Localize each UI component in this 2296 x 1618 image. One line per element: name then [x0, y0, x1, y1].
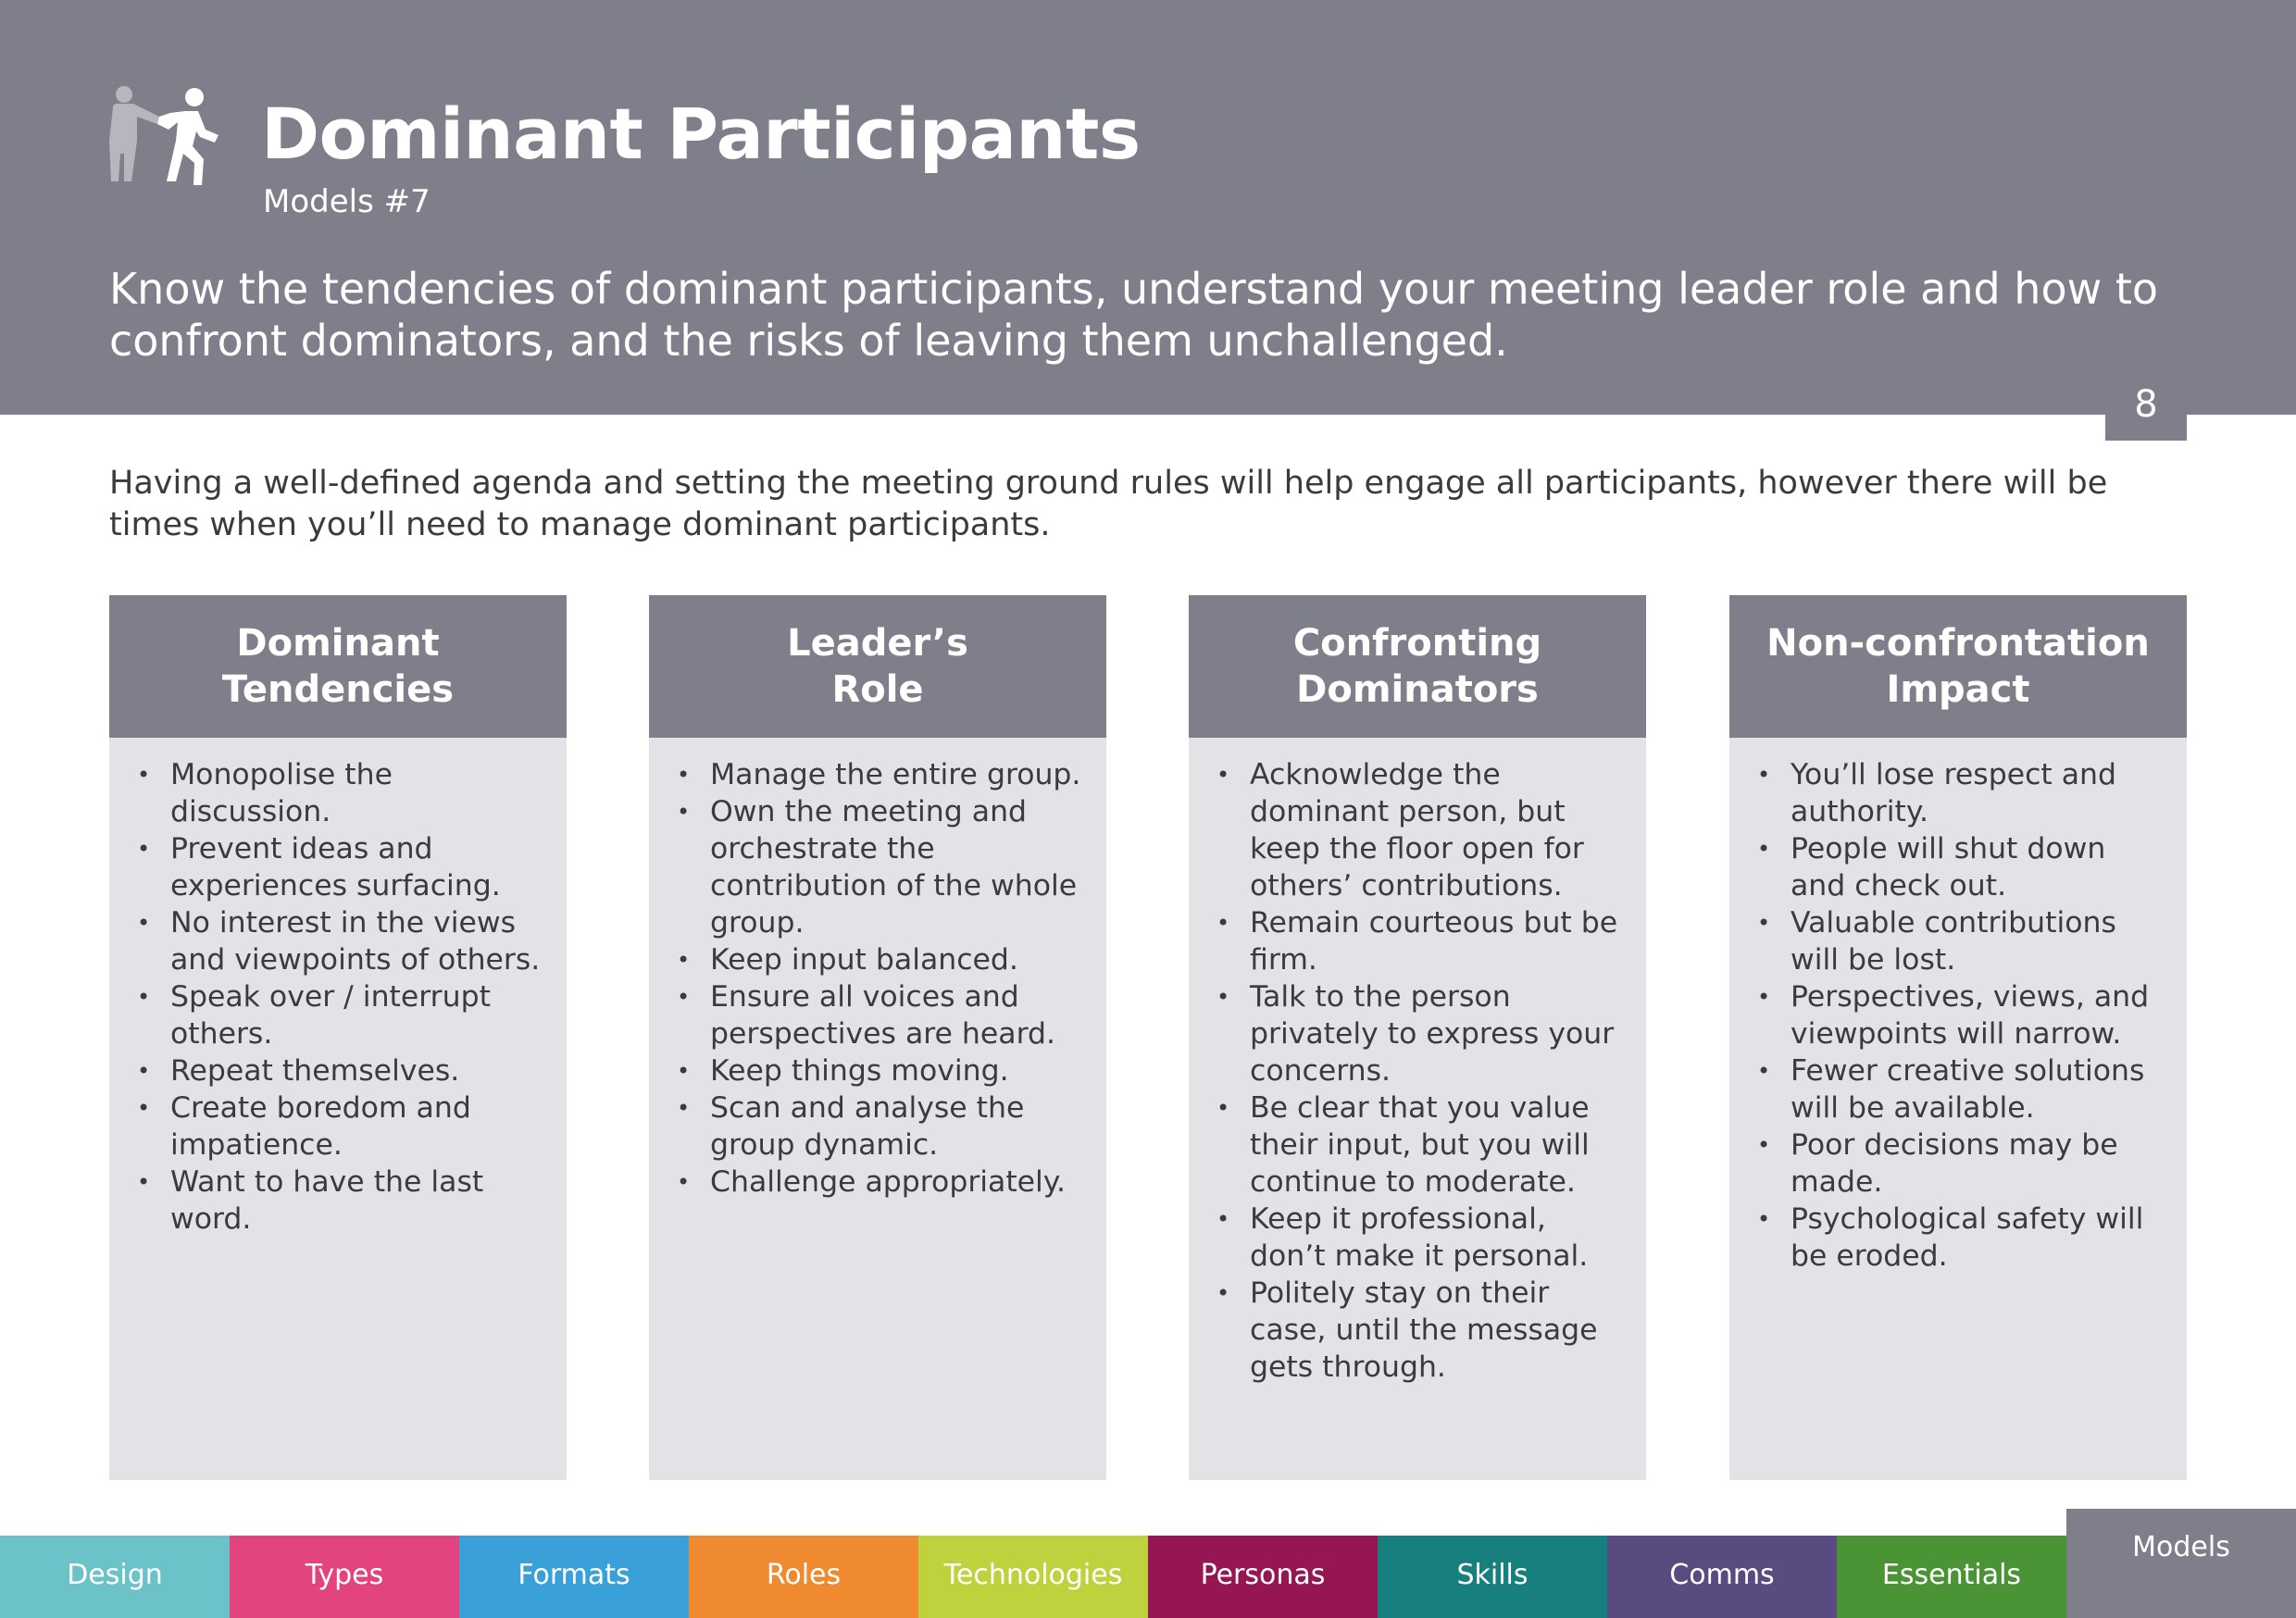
- bullet-item: • Perspectives, views, and viewpoints will narrow.: [1791, 978, 2165, 1052]
- dragging-person-icon: [106, 85, 226, 187]
- bullet-item: • Keep input balanced.: [710, 941, 1084, 978]
- column-confronting-dominators: [1189, 595, 1646, 1480]
- nav-tab-models-active[interactable]: Models: [2066, 1509, 2296, 1618]
- bullet-item: • Be clear that you value their input, but you will continue to moderate.: [1250, 1089, 1624, 1201]
- page-subtitle: Models #7: [263, 183, 430, 220]
- bottom-nav: [0, 1536, 2296, 1618]
- column-title-line: Confronting: [1292, 622, 1542, 665]
- nav-tab-types[interactable]: Types: [230, 1536, 459, 1618]
- nav-tab-essentials[interactable]: Essentials: [1837, 1536, 2066, 1618]
- column-dominant-tendencies: [109, 595, 567, 1480]
- nav-tab-formats[interactable]: Formats: [459, 1536, 689, 1618]
- bullet-item: • Challenge appropriately.: [710, 1164, 1084, 1201]
- column-title-line: Non-confrontation: [1766, 622, 2150, 665]
- bullet-item: • Manage the entire group.: [710, 756, 1084, 793]
- bullet-item: • Speak over / interrupt others.: [170, 978, 544, 1052]
- column-title-line: Dominators: [1296, 668, 1539, 711]
- bullet-item: • People will shut down and check out.: [1791, 830, 2165, 904]
- bullet-item: • Create boredom and impatience.: [170, 1089, 544, 1164]
- bullet-item: • Want to have the last word.: [170, 1164, 544, 1238]
- header-banner: [0, 0, 2296, 415]
- bullet-item: • Psychological safety will be eroded.: [1791, 1201, 2165, 1275]
- bullet-item: • Prevent ideas and experiences surfacing.: [170, 830, 544, 904]
- bullet-item: • Politely stay on their case, until the message gets through.: [1250, 1275, 1624, 1386]
- column-non-confrontation-impact: [1729, 595, 2187, 1480]
- bullet-item: • Remain courteous but be firm.: [1250, 904, 1624, 978]
- bullet-list: [1729, 738, 2187, 1275]
- nav-tab-roles[interactable]: Roles: [689, 1536, 918, 1618]
- bullet-item: • Acknowledge the dominant person, but keep the floor open for others’ contributions.: [1250, 756, 1624, 904]
- bullet-list: [109, 738, 567, 1238]
- column-header: [1729, 595, 2187, 738]
- page-number: 8: [2105, 370, 2187, 441]
- bullet-item: • Keep it professional, don’t make it personal.: [1250, 1201, 1624, 1275]
- bullet-item: • Ensure all voices and perspectives are heard.: [710, 978, 1084, 1052]
- bullet-item: • Monopolise the discussion.: [170, 756, 544, 830]
- bullet-item: • Valuable contributions will be lost.: [1791, 904, 2165, 978]
- column-header: [649, 595, 1106, 738]
- bullet-list: [649, 738, 1106, 1201]
- bullet-list: [1189, 738, 1646, 1386]
- nav-tab-personas[interactable]: Personas: [1148, 1536, 1378, 1618]
- nav-tab-technologies[interactable]: Technologies: [918, 1536, 1148, 1618]
- bullet-item: • Talk to the person privately to express your concerns.: [1250, 978, 1624, 1089]
- nav-tab-comms[interactable]: Comms: [1607, 1536, 1837, 1618]
- intro-paragraph: Having a well-defined agenda and setting the meeting ground rules will help engage all participants, however there will be times when you’ll need to manage dominant participants.: [109, 465, 2108, 543]
- bullet-item: • You’ll lose respect and authority.: [1791, 756, 2165, 830]
- bullet-item: • Keep things moving.: [710, 1052, 1084, 1089]
- column-leaders-role: [649, 595, 1106, 1480]
- column-title-line: Tendencies: [221, 668, 455, 711]
- column-header: [1189, 595, 1646, 738]
- column-header: [109, 595, 567, 738]
- column-title-line: Role: [831, 668, 924, 711]
- column-title-line: Leader’s: [787, 622, 968, 665]
- nav-tab-skills[interactable]: Skills: [1378, 1536, 1607, 1618]
- page-summary: Know the tendencies of dominant participants, understand your meeting leader role and how to confront dominators, and the risks of leaving them unchallenged.: [109, 264, 2159, 366]
- bullet-item: • Own the meeting and orchestrate the contribution of the whole group.: [710, 793, 1084, 941]
- bullet-item: • Fewer creative solutions will be available.: [1791, 1052, 2165, 1126]
- column-title-line: Dominant: [236, 622, 440, 665]
- nav-tab-design[interactable]: Design: [0, 1536, 230, 1618]
- bullet-item: • Repeat themselves.: [170, 1052, 544, 1089]
- bullet-item: • Poor decisions may be made.: [1791, 1126, 2165, 1201]
- page-title: Dominant Participants: [261, 93, 1141, 175]
- bullet-item: • Scan and analyse the group dynamic.: [710, 1089, 1084, 1164]
- column-title-line: Impact: [1886, 668, 2030, 711]
- bullet-item: • No interest in the views and viewpoints of others.: [170, 904, 544, 978]
